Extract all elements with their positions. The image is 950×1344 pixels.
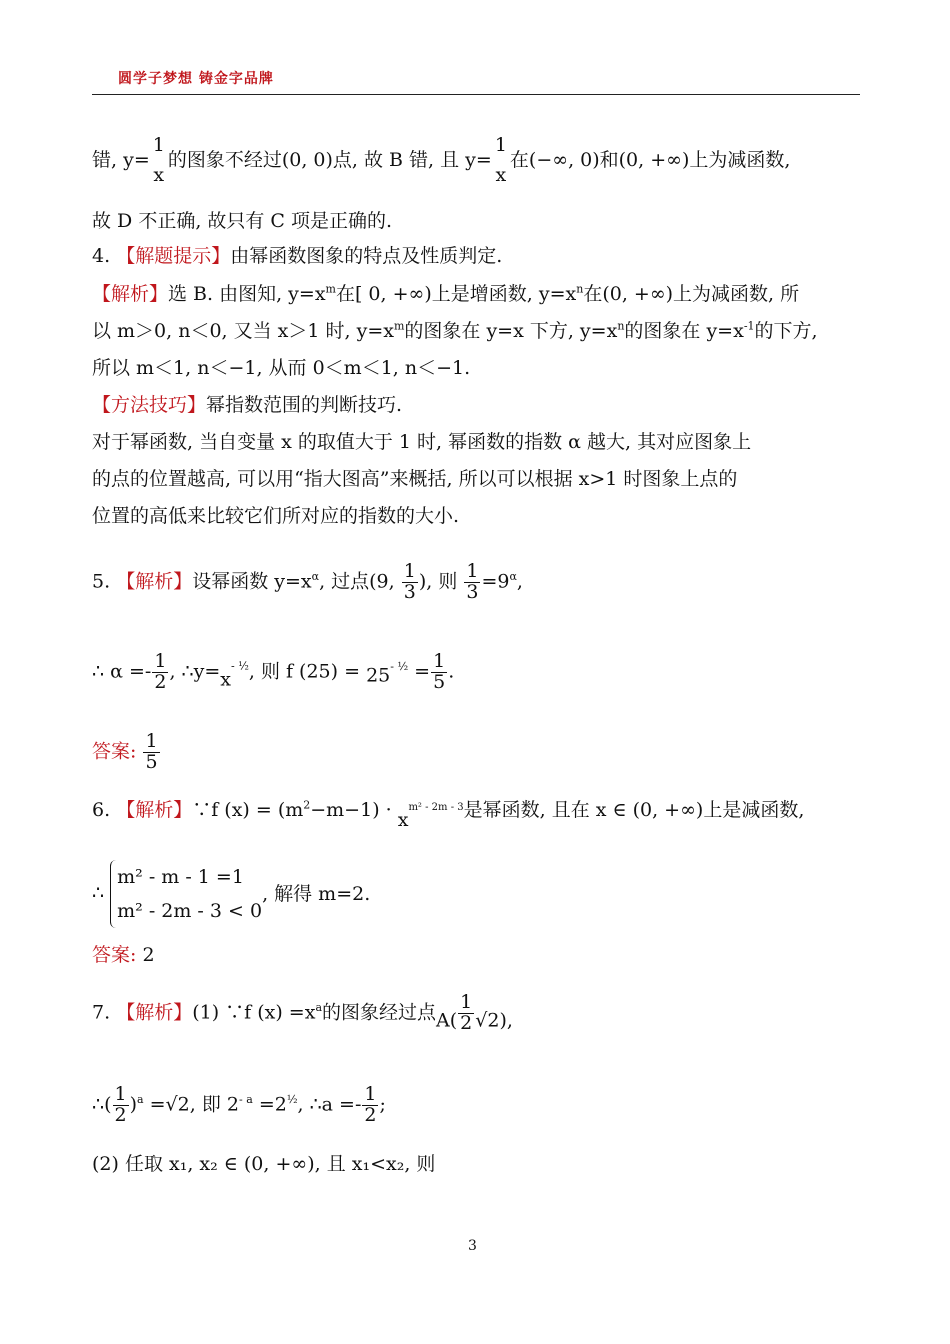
- q6-answer: 答案: 2: [92, 944, 155, 966]
- q4-analysis-3: 所以 m＜1, n＜−1, 从而 0＜m＜1, n＜−1.: [92, 357, 471, 379]
- fraction-1-2: $\frac{1}{2}$: [154, 650, 167, 693]
- fraction-1-2-c: $\frac{1}{2}$: [364, 1083, 377, 1126]
- analysis-tag: 【解析】: [116, 570, 193, 593]
- analysis-tag: 【解析】: [116, 1001, 193, 1024]
- q7-line-3: (2) 任取 x₁, x₂ ∈ (0, +∞), 且 x₁<x₂, 则: [92, 1153, 436, 1175]
- fraction-1-over-x: 1 x: [152, 134, 165, 186]
- method-tag: 【方法技巧】: [92, 394, 207, 416]
- q4-analysis-2: 以 m＞0, n＜0, 又当 x＞1 时, $y=x^m$的图象在 y=x 下方, $y=x^n$的图象在 $y=x^{-1}$的下方,: [92, 319, 818, 342]
- q4-analysis-1: 【解析】选 B. 由图知, $y=x^m$在[ 0, +∞)上是增函数, $y=x^n$在(0, +∞)上为减函数, 所: [92, 282, 800, 305]
- q4-method-3: 位置的高低来比较它们所对应的指数的大小.: [92, 505, 460, 527]
- q7-line-2: ∴( $\frac{1}{2}$ )$^a$ =√2, 即 $2^{- a} =2^{\frac{1}{2}}$, ∴a =- $\frac{1}{2}$ ;: [92, 1083, 386, 1126]
- equation-system-brace: m² - m - 1 =1 m² - 2m - 3 < 0: [110, 860, 262, 928]
- fraction-1-over-x-2: 1 x: [494, 134, 507, 186]
- q5-answer: [92, 732, 161, 773]
- q4-method-2: 的点的位置越高, 可以用“指大图高”来概括, 所以可以根据 x>1 时图象上点的: [92, 468, 738, 490]
- page-header: [92, 72, 860, 95]
- answer-tag: 答案:: [92, 740, 137, 763]
- line-p2: 故 D 不正确, 故只有 C 项是正确的.: [92, 210, 393, 232]
- analysis-tag: 【解析】: [116, 799, 193, 821]
- q5-line-1: 5. 【解析】设幂函数 $y=x^\alpha$, 过点(9, $\frac{1}{3}$ ), 则 $\frac{1}{3}$ $=9^\alpha$,: [92, 560, 523, 603]
- q4-method: 【方法技巧】幂指数范围的判断技巧.: [92, 394, 403, 416]
- fraction-1-3: $\frac{1}{3}$: [403, 560, 416, 603]
- hint-tag: 【解题提示】: [116, 245, 231, 267]
- brand-slogan: 圆学子梦想 铸金字品牌: [118, 71, 274, 87]
- analysis-tag: 【解析】: [92, 283, 169, 305]
- fraction-1-2: $\frac{1}{2}$: [460, 991, 473, 1034]
- q4-hint: 4. 【解题提示】由幂函数图象的特点及性质判定.: [92, 245, 503, 267]
- q6-system: ∴ m² - m - 1 =1 m² - 2m - 3 < 0 , 解得 m=2.: [92, 860, 370, 928]
- fraction-1-5: $\frac{1}{5}$: [433, 650, 446, 693]
- page-number: 3: [468, 1238, 477, 1254]
- line-p1: 错, y= 1 x 的图象不经过(0, 0)点, 故 B 错, 且 y= 1 x 在(−∞, 0)和(0, +∞)上为减函数,: [92, 134, 791, 186]
- q4-method-1: 对于幂函数, 当自变量 x 的取值大于 1 时, 幂函数的指数 α 越大, 其对应图象上: [92, 431, 752, 453]
- answer-fraction-1-5: $\frac{1}{5}$: [145, 730, 158, 773]
- fraction-1-3-b: $\frac{1}{3}$: [466, 560, 479, 603]
- answer-tag: 答案:: [92, 944, 137, 966]
- q6-line-1: 6. 【解析】∵f $(x) = (m^2-m-1) \cdot x^{m^2 - 2m - 3}$是幂函数, 且在 x ∈ (0, +∞)上是减函数,: [92, 798, 805, 831]
- q5-line-2: ∴ α =- $\frac{1}{2}$ , $\therefore y=x^{- \frac{1}{2}}$, 则 f $(25) = 25^{- \frac{1}{2}}$ = $\frac{1}{5}$ .: [92, 650, 455, 693]
- q7-line-1: 7. 【解析】(1) ∵f $(x) =x^a$的图象经过点A( $\frac{1}{2}$ √2),: [92, 991, 513, 1034]
- fraction-1-2-b: $\frac{1}{2}$: [114, 1083, 127, 1126]
